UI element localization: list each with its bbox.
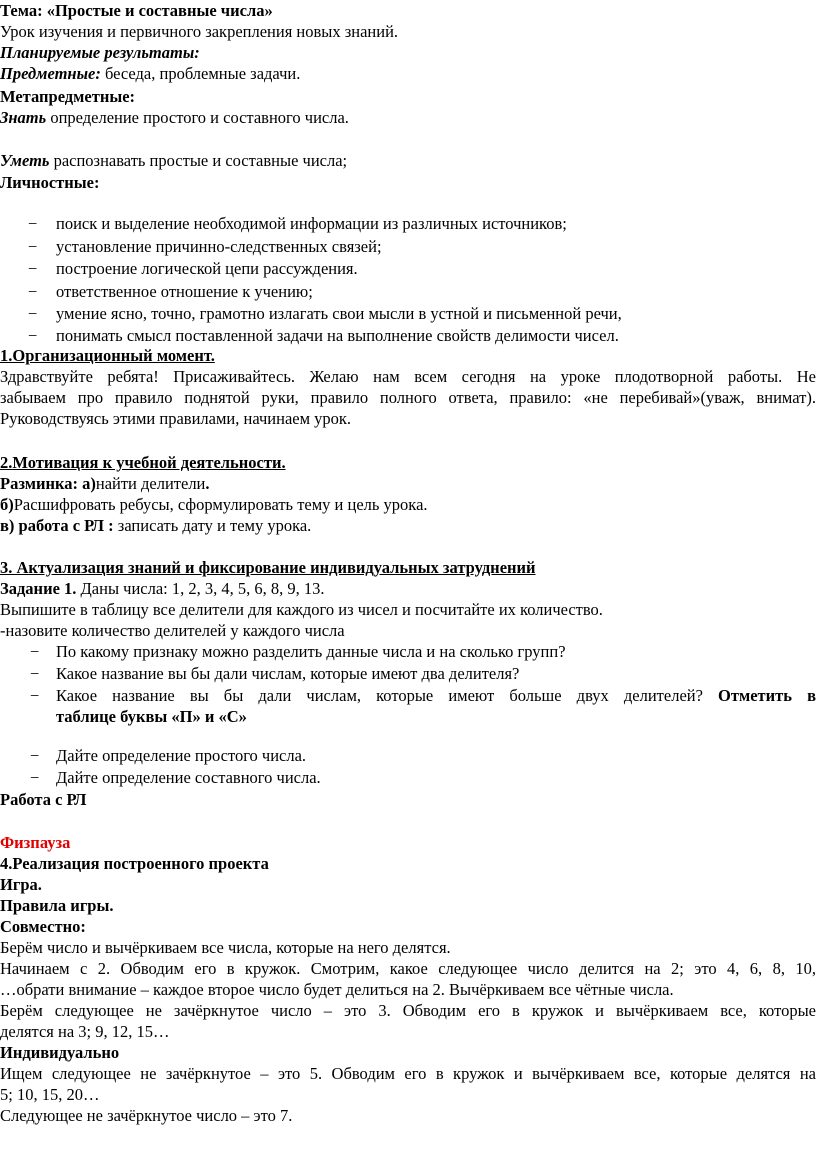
can-text: распознавать простые и составные числа;: [49, 151, 348, 170]
section2-title: 2.Мотивация к учебной деятельности.: [0, 453, 286, 472]
list-item-text: ответственное отношение к учению;: [56, 282, 313, 301]
theme-title: «Простые и составные числа»: [46, 1, 273, 20]
question-text: Какое название вы бы дали числам, которые имеют два делителя?: [56, 664, 520, 683]
list-item-text: понимать смысл поставленной задачи на выполнение свойств делимости чисел.: [56, 326, 619, 345]
game-para-line: 5; 10, 15, 20…: [0, 1085, 100, 1104]
lesson-type: Урок изучения и первичного закрепления новых знаний.: [0, 22, 399, 41]
section1-title: 1.Организационный момент.: [0, 346, 215, 365]
section1-para-line: Здравствуйте ребята! Присаживайтесь. Желаю нам всем сегодня на уроке плодотворной работы. Не: [0, 367, 816, 386]
question-bold-part: Отметить в: [718, 686, 816, 705]
subject-label: Предметные:: [0, 64, 101, 83]
personal-heading: Личностные:: [0, 173, 100, 192]
list-item-text: построение логической цепи рассуждения.: [56, 259, 358, 278]
game-para-line: делятся на 3; 9, 12, 15…: [0, 1022, 170, 1041]
task-count-line: -назовите количество делителей у каждого числа: [0, 621, 345, 640]
rebus-line: [0, 494, 816, 515]
together-heading: Совместно:: [0, 917, 86, 936]
dash-marker: −: [30, 686, 40, 705]
fizpauza-heading: Физпауза: [0, 833, 71, 852]
game-para-line: Берём следующее не зачёркнутое число – это 3. Обводим его в кружок и вычёркиваем все, которые: [0, 1001, 816, 1020]
rl-text: записать дату и тему урока.: [113, 516, 312, 535]
dash-marker: −: [30, 746, 40, 765]
meta-heading: Метапредметные:: [0, 87, 136, 106]
question-bold-continuation: таблице буквы «П» и «С»: [56, 707, 247, 726]
know-text: определение простого и составного числа.: [46, 108, 349, 127]
list-item-text: установление причинно-следственных связей;: [56, 237, 382, 256]
section4-title: 4.Реализация построенного проекта: [0, 854, 269, 873]
rl-work-heading: Работа с РЛ: [0, 790, 87, 809]
dash-marker: −: [28, 304, 38, 323]
rules-heading: Правила игры.: [0, 896, 114, 915]
list-item-text: умение ясно, точно, грамотно излагать свои мысли в устной и письменной речи,: [56, 304, 622, 323]
individual-heading: Индивидуально: [0, 1043, 120, 1062]
rl-label: в) работа с РЛ :: [0, 516, 114, 535]
know-line: [0, 107, 816, 128]
task1-text: Даны числа: 1, 2, 3, 4, 5, 6, 8, 9, 13.: [76, 579, 325, 598]
task1-label: Задание 1.: [0, 579, 77, 598]
subject-text: беседа, проблемные задачи.: [100, 64, 301, 83]
game-para-line: Начинаем с 2. Обводим его в кружок. Смотрим, какое следующее число делится на 2; это 4, 6, 8, 10,: [0, 959, 816, 978]
rebus-label: б): [0, 495, 14, 514]
section1-para-line: забываем про правило поднятой руки, правило полного ответа, правило: «не перебивай»(уваж, внимат).: [0, 388, 816, 407]
question-text-part: Какое название вы бы дали числам, которые имеют больше двух делителей?: [56, 686, 703, 705]
section3-title: 3. Актуализация знаний и фиксирование индивидуальных затруднений: [0, 558, 536, 577]
warmup-dot: .: [205, 474, 210, 493]
game-heading: Игра.: [0, 875, 42, 894]
rl-line: [0, 515, 816, 536]
dash-marker: −: [28, 259, 38, 278]
game-para-line: Следующее не зачёркнутое число – это 7.: [0, 1106, 293, 1125]
game-para-line: Ищем следующее не зачёркнутое – это 5. Обводим его в кружок и вычёркиваем все, которые делятся на: [0, 1064, 816, 1083]
warmup-line: [0, 473, 816, 494]
warmup-text: найти делители: [95, 474, 206, 493]
dash-marker: −: [28, 214, 38, 233]
theme-label: Тема:: [0, 1, 43, 20]
theme-line: [0, 0, 816, 21]
know-label: Знать: [0, 108, 47, 127]
dash-marker: −: [28, 237, 38, 256]
subject-results-line: [0, 63, 816, 84]
dash-marker: −: [30, 642, 40, 661]
game-para-line: …обрати внимание – каждое второе число будет делиться на 2. Вычёркиваем все чётные числа.: [0, 980, 674, 999]
question-text: Дайте определение составного числа.: [56, 768, 321, 787]
question-text: По какому признаку можно разделить данные числа и на сколько групп?: [56, 642, 566, 661]
can-label: Уметь: [0, 151, 50, 170]
dash-marker: −: [28, 326, 38, 345]
section1-para-line: Руководствуясь этими правилами, начинаем урок.: [0, 409, 352, 428]
task1-line: [0, 578, 816, 599]
dash-marker: −: [30, 664, 40, 683]
question-text: [56, 685, 816, 706]
dash-marker: −: [30, 768, 40, 787]
planned-results-heading: Планируемые результаты:: [0, 43, 200, 62]
list-item-text: поиск и выделение необходимой информации из различных источников;: [56, 214, 567, 233]
can-line: [0, 150, 816, 171]
task-table-line: Выпишите в таблицу все делители для каждого из чисел и посчитайте их количество.: [0, 600, 603, 619]
rebus-text: Расшифровать ребусы, сформулировать тему и цель урока.: [13, 495, 428, 514]
dash-marker: −: [28, 282, 38, 301]
warmup-label: Разминка: а): [0, 474, 96, 493]
game-para-line: Берём число и вычёркиваем все числа, которые на него делятся.: [0, 938, 451, 957]
question-text: Дайте определение простого числа.: [56, 746, 307, 765]
